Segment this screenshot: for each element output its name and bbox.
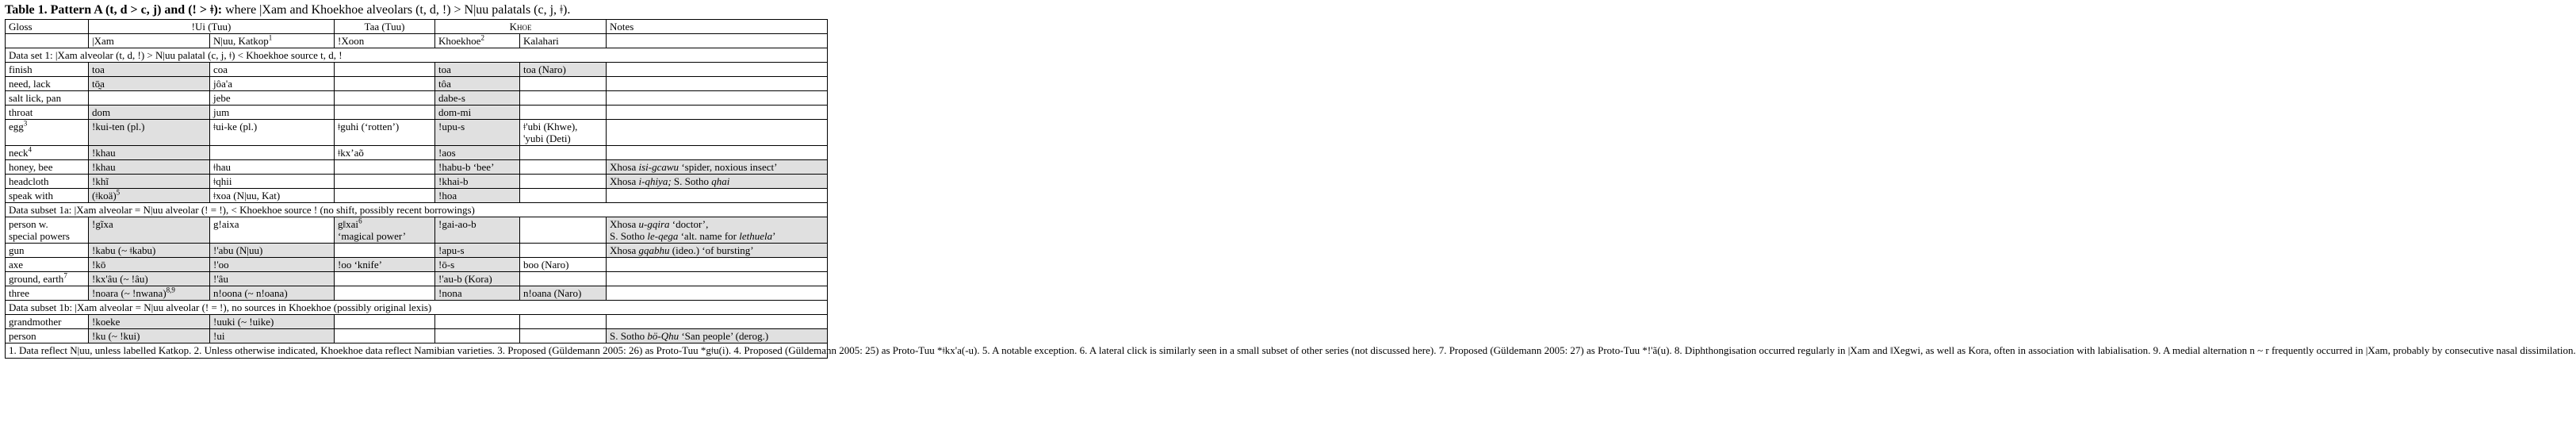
cell-khoekhoe: !'au-b (Kora) xyxy=(435,272,520,286)
note-text: Xhosa xyxy=(610,161,639,173)
cell-notes xyxy=(607,63,828,77)
section-row xyxy=(6,301,828,315)
header-ui-label: !Ui (Tuu) xyxy=(191,21,232,33)
table-row xyxy=(6,258,828,272)
cell-notes xyxy=(607,160,828,175)
cell-notes xyxy=(607,146,828,160)
cell-xam-text: (ǂkoä) xyxy=(92,190,117,201)
cell-notes xyxy=(607,120,828,146)
note-line1 xyxy=(610,218,824,230)
section-heading-1b: Data subset 1b: |Xam alveolar = N|uu alveolar (! = !), no sources in Khoekhoe (possibly original lexis) xyxy=(6,301,828,315)
cell-kalahari xyxy=(520,329,607,343)
cell-xam xyxy=(89,189,210,203)
cell-notes xyxy=(607,244,828,258)
header-kalahari: Kalahari xyxy=(520,34,607,48)
cell-xam-text: !noara (~ !nwana) xyxy=(92,287,167,299)
note-italic: qhai xyxy=(711,175,730,187)
cell-notes xyxy=(607,329,828,343)
header-nuu-label: N|uu, Katkop xyxy=(213,35,269,47)
cell-xoon: ǂguhi (‘rotten’) xyxy=(335,120,435,146)
header-khoe: Khoe xyxy=(435,20,607,34)
cell-nuu: n!oona (~ n!oana) xyxy=(210,286,335,301)
cell-kalahari xyxy=(520,160,607,175)
table-row xyxy=(6,91,828,106)
cell-notes xyxy=(607,106,828,120)
header-ui xyxy=(89,20,335,34)
cell-xoon xyxy=(335,272,435,286)
note-text: Xhosa xyxy=(610,218,639,230)
cell-khoekhoe: toa xyxy=(435,63,520,77)
cell-kalahari: boo (Naro) xyxy=(520,258,607,272)
cell-kalahari xyxy=(520,175,607,189)
header-notes-empty xyxy=(607,34,828,48)
cell-nuu: jebe xyxy=(210,91,335,106)
table-row xyxy=(6,175,828,189)
cell-xam: !ku (~ !kui) xyxy=(89,329,210,343)
cell-khoekhoe: !habu-b ‘bee’ xyxy=(435,160,520,175)
cell-kalahari xyxy=(520,91,607,106)
cell-kalahari xyxy=(520,120,607,146)
note-italic: bö-Qhu xyxy=(647,330,679,342)
cell-xoon xyxy=(335,217,435,244)
cell-xam: !kui-ten (pl.) xyxy=(89,120,210,146)
cell-nuu: ǂhau xyxy=(210,160,335,175)
cell-khoekhoe: dabe-s xyxy=(435,91,520,106)
table-row xyxy=(6,272,828,286)
cell-gloss-line1: person w. xyxy=(9,218,48,230)
cell-kalahari xyxy=(520,244,607,258)
cell-nuu: ǂui-ke (pl.) xyxy=(210,120,335,146)
cell-khoekhoe: !upu-s xyxy=(435,120,520,146)
table-row xyxy=(6,146,828,160)
note-text: S. Sotho xyxy=(671,175,712,187)
cell-kalahari-line1: ǂ'ubi (Khwe), xyxy=(523,121,578,132)
cell-nuu: coa xyxy=(210,63,335,77)
note-text: Xhosa xyxy=(610,175,639,187)
table-row xyxy=(6,286,828,301)
cell-nuu: !'oo xyxy=(210,258,335,272)
header-xoon: !Xoon xyxy=(335,34,435,48)
cell-xam: !khau xyxy=(89,160,210,175)
cell-xam: dom xyxy=(89,106,210,120)
note-text: ‘spider, noxious insect’ xyxy=(679,161,778,173)
note-text: (ideo.) ‘of bursting’ xyxy=(669,244,754,256)
cell-xoon-text: g‖xai xyxy=(338,218,359,230)
header-taa: Taa (Tuu) xyxy=(335,20,435,34)
cell-gloss: gun xyxy=(6,244,89,258)
cell-kalahari xyxy=(520,146,607,160)
table-title-bold: Table 1. Pattern A (t, d > c, j) and (! > ǂ): xyxy=(5,3,223,17)
table-title xyxy=(5,2,570,18)
cell-gloss: person xyxy=(6,329,89,343)
footnote-ref: 6 xyxy=(358,217,362,225)
cell-xoon xyxy=(335,77,435,91)
cell-xoon xyxy=(335,160,435,175)
cell-nuu: !uuki (~ !uike) xyxy=(210,315,335,329)
note-italic: le-qega xyxy=(647,230,679,242)
cell-xoon: !oo ‘knife’ xyxy=(335,258,435,272)
cell-khoekhoe xyxy=(435,329,520,343)
cell-kalahari xyxy=(520,189,607,203)
cell-gloss: need, lack xyxy=(6,77,89,91)
cell-notes xyxy=(607,286,828,301)
cell-kalahari: toa (Naro) xyxy=(520,63,607,77)
cell-xam xyxy=(89,286,210,301)
note-text: S. Sotho xyxy=(610,230,648,242)
cell-kalahari xyxy=(520,315,607,329)
table-row xyxy=(6,160,828,175)
header-khoekhoe xyxy=(435,34,520,48)
cell-xam: toa xyxy=(89,63,210,77)
cell-kalahari: n!oana (Naro) xyxy=(520,286,607,301)
note-italic: u-gqira xyxy=(638,218,670,230)
footnotes-row xyxy=(6,343,828,359)
cell-nuu: ǂxoa (N|uu, Kat) xyxy=(210,189,335,203)
note-italic: i-qhiya; xyxy=(638,175,672,187)
cell-gloss: three xyxy=(6,286,89,301)
cell-notes xyxy=(607,91,828,106)
cell-xoon xyxy=(335,189,435,203)
footnote-ref: 3 xyxy=(23,119,28,128)
note-italic: isi-gcawu xyxy=(638,161,679,173)
note-text: Xhosa xyxy=(610,244,639,256)
cell-xam: !koeke xyxy=(89,315,210,329)
note-italic: lethuela xyxy=(739,230,773,242)
cell-nuu: ǂqhii xyxy=(210,175,335,189)
cell-xam: !khau xyxy=(89,146,210,160)
section-heading-1a: Data subset 1a: |Xam alveolar = N|uu alveolar (! = !), < Khoekhoe source ! (no shift, possibly recent borrowings) xyxy=(6,203,828,217)
cell-xoon-line2: ‘magical power’ xyxy=(338,230,407,242)
header-notes: Notes xyxy=(607,20,828,34)
header-row-2 xyxy=(6,34,828,48)
cell-xoon-line1 xyxy=(338,218,431,230)
header-gloss: Gloss xyxy=(6,20,89,34)
table-row xyxy=(6,329,828,343)
cell-xoon xyxy=(335,91,435,106)
header-khoekhoe-sup: 2 xyxy=(480,33,484,42)
note-text: ‘San people’ (derog.) xyxy=(679,330,769,342)
cell-gloss: honey, bee xyxy=(6,160,89,175)
cell-xam: tō̰a xyxy=(89,77,210,91)
cell-gloss-text: neck xyxy=(9,147,29,159)
note-text: ‘alt. name for xyxy=(678,230,740,242)
cell-nuu: jum xyxy=(210,106,335,120)
cell-kalahari xyxy=(520,272,607,286)
cell-nuu xyxy=(210,146,335,160)
cell-xam: !khĩ xyxy=(89,175,210,189)
cell-kalahari xyxy=(520,217,607,244)
cell-xoon xyxy=(335,329,435,343)
note-italic: gqabhu xyxy=(638,244,670,256)
cell-kalahari xyxy=(520,106,607,120)
table-title-rest: where |Xam and Khoekhoe alveolars (t, d, !) > N|uu palatals (c, j, ǂ). xyxy=(222,3,571,17)
cell-notes xyxy=(607,77,828,91)
table-row xyxy=(6,77,828,91)
cell-notes xyxy=(607,315,828,329)
cell-xam: !kabu (~ ǂkabu) xyxy=(89,244,210,258)
note-text: ‘doctor’, xyxy=(669,218,709,230)
cell-gloss xyxy=(6,146,89,160)
cell-xam: !gĩxa xyxy=(89,217,210,244)
cell-nuu: !'abu (N|uu) xyxy=(210,244,335,258)
cell-xam xyxy=(89,91,210,106)
cell-gloss xyxy=(6,217,89,244)
cell-khoekhoe: !aos xyxy=(435,146,520,160)
cell-xam: !kō xyxy=(89,258,210,272)
cell-xoon xyxy=(335,106,435,120)
cell-notes xyxy=(607,175,828,189)
cell-khoekhoe: !gai-ao-b xyxy=(435,217,520,244)
cell-khoekhoe: dom-mi xyxy=(435,106,520,120)
note-line2 xyxy=(610,230,824,242)
cell-notes xyxy=(607,258,828,272)
cell-gloss-line2: special powers xyxy=(9,230,70,242)
section-row xyxy=(6,48,828,63)
cell-khoekhoe: !khai-b xyxy=(435,175,520,189)
cell-khoekhoe: !apu-s xyxy=(435,244,520,258)
cell-notes xyxy=(607,189,828,203)
footnote-ref: 4 xyxy=(28,145,33,154)
cell-nuu: jôa'a xyxy=(210,77,335,91)
cell-notes xyxy=(607,272,828,286)
cell-notes xyxy=(607,217,828,244)
header-xam: |Xam xyxy=(89,34,210,48)
footnotes: 1. Data reflect N|uu, unless labelled Katkop. 2. Unless otherwise indicated, Khoekhoe data reflect Namibian varieties. 3. Proposed (Güldemann 2005: 26) as Proto-Tuu *gǂu(i). 4. Proposed (Güldemann 2005: 25) as Proto-Tuu *ǂkx'a(-u). 5. A notable exception. 6. A lateral click is similarly seen in a small subset of other series (not discussed here). 7. Proposed (Güldemann 2005: 27) as Proto-Tuu *!'ã(u). 8. Diphthongisation occurred regularly in |Xam and ‖Xegwi, as well as Kora, often in association with labialisation. 9. A medial alternation n ~ r frequently occurred in |Xam, probably by consecutive nasal dissimilation. xyxy=(6,343,828,359)
section-row xyxy=(6,203,828,217)
cell-gloss-text: ground, earth xyxy=(9,273,64,285)
note-text: ’ xyxy=(772,230,776,242)
cell-gloss xyxy=(6,272,89,286)
cell-gloss: speak with xyxy=(6,189,89,203)
cell-xoon: ǂkx’aõ xyxy=(335,146,435,160)
header-nuu-sup: 1 xyxy=(268,33,273,42)
cell-khoekhoe: !ō-s xyxy=(435,258,520,272)
table-row xyxy=(6,217,828,244)
table-row xyxy=(6,106,828,120)
cell-gloss: finish xyxy=(6,63,89,77)
cell-nuu: !'âu xyxy=(210,272,335,286)
table-row xyxy=(6,244,828,258)
table-row xyxy=(6,120,828,146)
cell-nuu: !ui xyxy=(210,329,335,343)
cell-xoon xyxy=(335,244,435,258)
header-khoekhoe-label: Khoekhoe xyxy=(438,35,481,47)
footnote-ref: 8,9 xyxy=(166,286,175,294)
cell-xoon xyxy=(335,63,435,77)
cell-gloss: axe xyxy=(6,258,89,272)
footnote-ref: 5 xyxy=(116,188,121,197)
cell-xoon xyxy=(335,286,435,301)
cell-khoekhoe: !hoa xyxy=(435,189,520,203)
cell-kalahari xyxy=(520,77,607,91)
table-row xyxy=(6,315,828,329)
cell-khoekhoe: !nona xyxy=(435,286,520,301)
cell-kalahari-line2: 'yubi (Deti) xyxy=(523,132,571,144)
cell-nuu: g!aixa xyxy=(210,217,335,244)
table-row xyxy=(6,189,828,203)
header-nuu xyxy=(210,34,335,48)
cell-khoekhoe xyxy=(435,315,520,329)
cell-khoekhoe: tôa xyxy=(435,77,520,91)
cell-xam: !kx'âu (~ !âu) xyxy=(89,272,210,286)
cell-gloss xyxy=(6,120,89,146)
footnote-ref: 7 xyxy=(63,271,67,280)
table-row xyxy=(6,63,828,77)
pattern-table xyxy=(5,19,2576,359)
header-empty xyxy=(6,34,89,48)
cell-gloss: salt lick, pan xyxy=(6,91,89,106)
cell-gloss-text: egg xyxy=(9,121,24,132)
cell-xoon xyxy=(335,175,435,189)
cell-gloss: throat xyxy=(6,106,89,120)
cell-xoon xyxy=(335,315,435,329)
note-text: S. Sotho xyxy=(610,330,648,342)
section-heading-1: Data set 1: |Xam alveolar (t, d, !) > N|uu palatal (c, j, ǂ) < Khoekhoe source t, d, ! xyxy=(6,48,828,63)
header-row-1 xyxy=(6,20,828,34)
cell-gloss: headcloth xyxy=(6,175,89,189)
cell-gloss: grandmother xyxy=(6,315,89,329)
